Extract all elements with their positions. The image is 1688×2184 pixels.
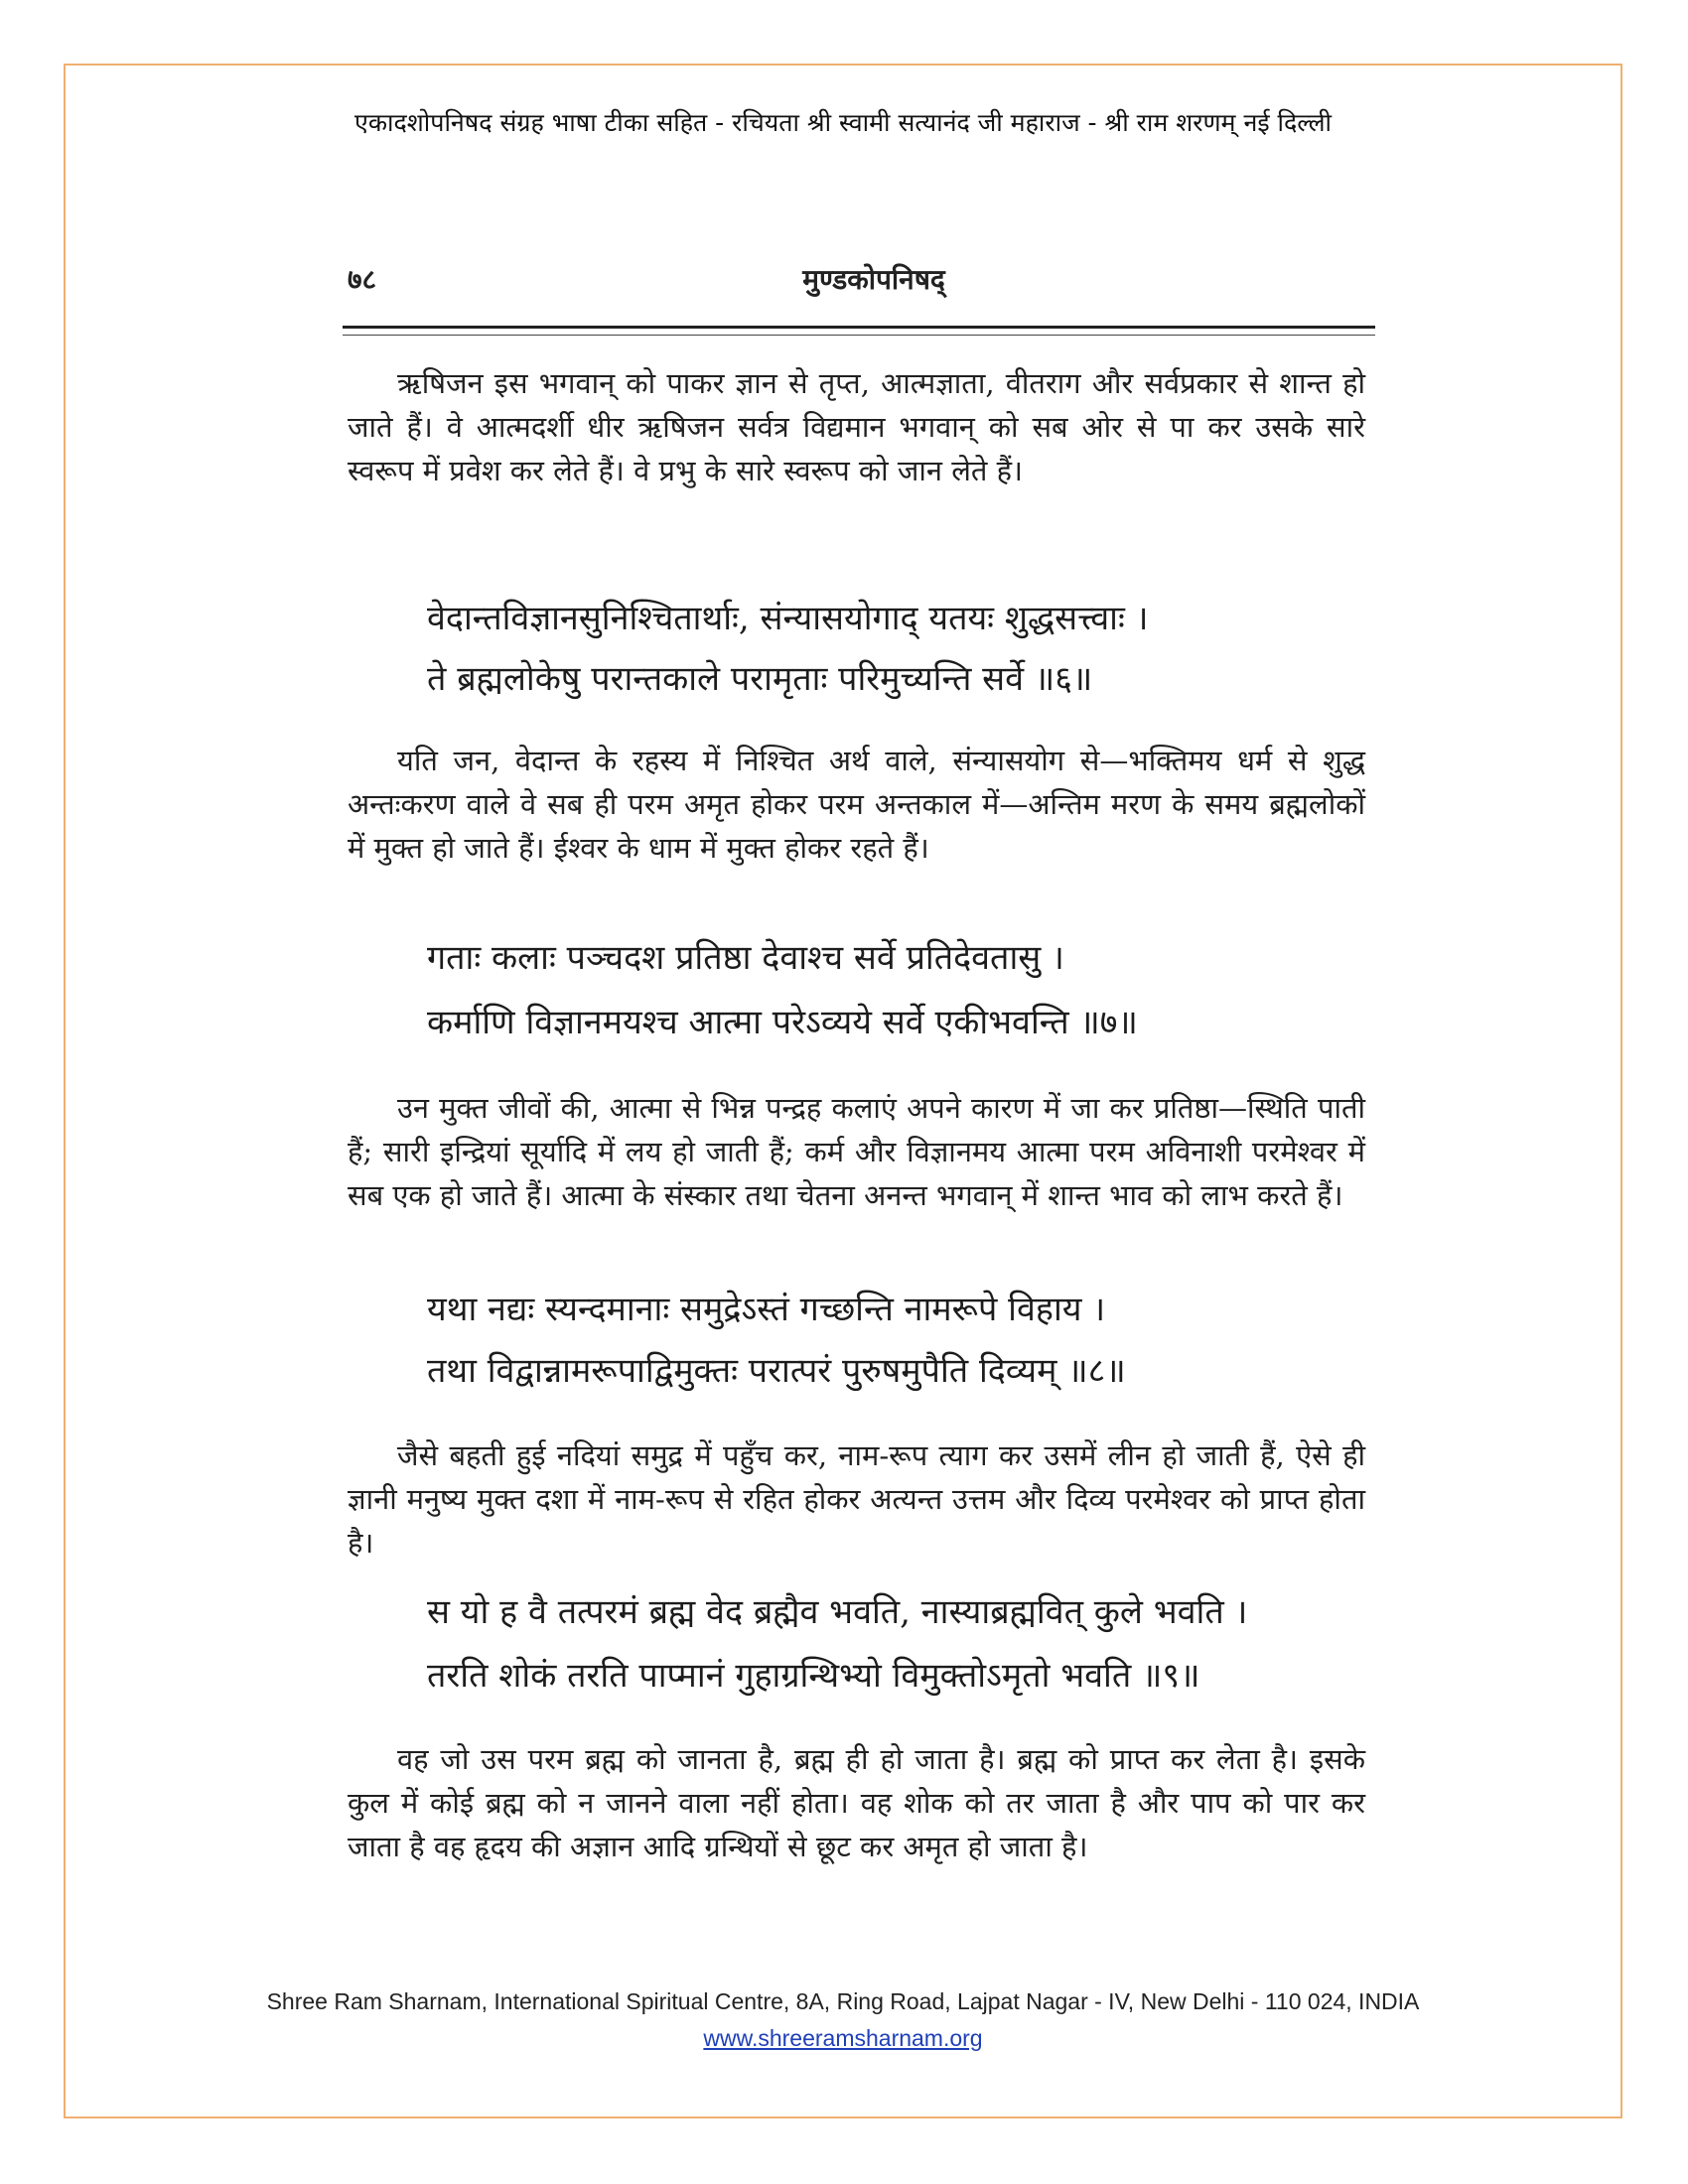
commentary-paragraph-4: जैसे बहती हुई नदियां समुद्र में पहुँच कर, नाम-रूप त्याग कर उसमें लीन हो जाती हैं, ऐसे ही ज्ञानी मनुष्य मुक्त दशा में नाम-रूप से रहित होकर अत्यन्त उत्तम और दिव्य परमेश्वर को प्राप्त होता है। [348, 1438, 1365, 1560]
page-number: ७८ [348, 263, 377, 296]
verse-9-line-1: स यो ह वै तत्परमं ब्रह्म वेद ब्रह्मैव भवति, नास्याब्रह्मवित् कुले भवति । [427, 1592, 1248, 1632]
verse-6-line-2: ते ब्रह्मलोकेषु परान्तकाले परामृताः परिमुच्यन्ति सर्वे ॥६॥ [427, 659, 1093, 699]
series-header: एकादशोपनिषद संग्रह भाषा टीका सहित - रचियता श्री स्वामी सत्यानंद जी महाराज - श्री राम शरणम् नई दिल्ली [354, 108, 1332, 137]
running-title: मुण्डकोपनिषद् [802, 263, 945, 296]
footer-website-link[interactable]: www.shreeramsharnam.org [703, 2025, 983, 2051]
commentary-paragraph-3: उन मुक्त जीवों की, आत्मा से भिन्न पन्द्रह कलाएं अपने कारण में जा कर प्रतिष्ठा—स्थिति पाती हैं; सारी इन्द्रियां सूर्यादि में लय हो जाती हैं; कर्म और विज्ञानमय आत्मा परम अविनाशी परमेश्वर में सब एक हो जाते हैं। आत्मा के संस्कार तथा चेतना अनन्त भगवान् में शान्त भाव को लाभ करते हैं। [348, 1091, 1365, 1212]
verse-9-line-2: तरति शोकं तरति पाप्मानं गुहाग्रन्थिभ्यो विमुक्तोऽमृतो भवति ॥९॥ [427, 1656, 1200, 1696]
verse-7-line-2: कर्माणि विज्ञानमयश्च आत्मा परेऽव्यये सर्वे एकीभवन्ति ॥७॥ [427, 1003, 1138, 1042]
verse-8-line-1: यथा नद्यः स्यन्दमानाः समुद्रेऽस्तं गच्छन्ति नामरूपे विहाय । [427, 1290, 1106, 1329]
verse-6-line-1: वेदान्तविज्ञानसुनिश्चितार्थाः, संन्यासयोगाद् यतयः शुद्धसत्त्वाः । [427, 599, 1149, 638]
header-rule-thin [343, 335, 1375, 336]
verse-8-line-2: तथा विद्वान्नामरूपाद्विमुक्तः परात्परं पुरुषमुपैति दिव्यम् ॥८॥ [427, 1351, 1126, 1391]
commentary-paragraph-2: यति जन, वेदान्त के रहस्य में निश्चित अर्थ वाले, संन्यासयोग से—भक्तिमय धर्म से शुद्ध अन्तःकरण वाले वे सब ही परम अमृत होकर परम अन्तकाल में—अन्तिम मरण के समय ब्रह्मलोकों में मुक्त हो जाते हैं। ईश्वर के धाम में मुक्त होकर रहते हैं। [348, 744, 1365, 865]
verse-7-line-1: गताः कलाः पञ्चदश प्रतिष्ठा देवाश्च सर्वे प्रतिदेवतासु । [427, 938, 1064, 978]
header-rule [343, 326, 1375, 329]
footer-address: Shree Ram Sharnam, International Spiritual Centre, 8A, Ring Road, Lajpat Nagar - IV, New Delhi - 110 024, INDIA [266, 1988, 1420, 2014]
commentary-paragraph-5: वह जो उस परम ब्रह्म को जानता है, ब्रह्म ही हो जाता है। ब्रह्म को प्राप्त कर लेता है। इसके कुल में कोई ब्रह्म को न जानने वाला नहीं होता। वह शोक को तर जाता है और पाप को पार कर जाता है वह हृदय की अज्ञान आदि ग्रन्थियों से छूट कर अमृत हो जाता है। [348, 1742, 1365, 1863]
commentary-paragraph-1: ऋषिजन इस भगवान् को पाकर ज्ञान से तृप्त, आत्मज्ञाता, वीतराग और सर्वप्रकार से शान्त हो जाते हैं। वे आत्मदर्शी धीर ऋषिजन सर्वत्र विद्यमान भगवान् को सब ओर से पा कर उसके सारे स्वरूप में प्रवेश कर लेते हैं। वे प्रभु के सारे स्वरूप को जान लेते हैं। [348, 366, 1365, 487]
